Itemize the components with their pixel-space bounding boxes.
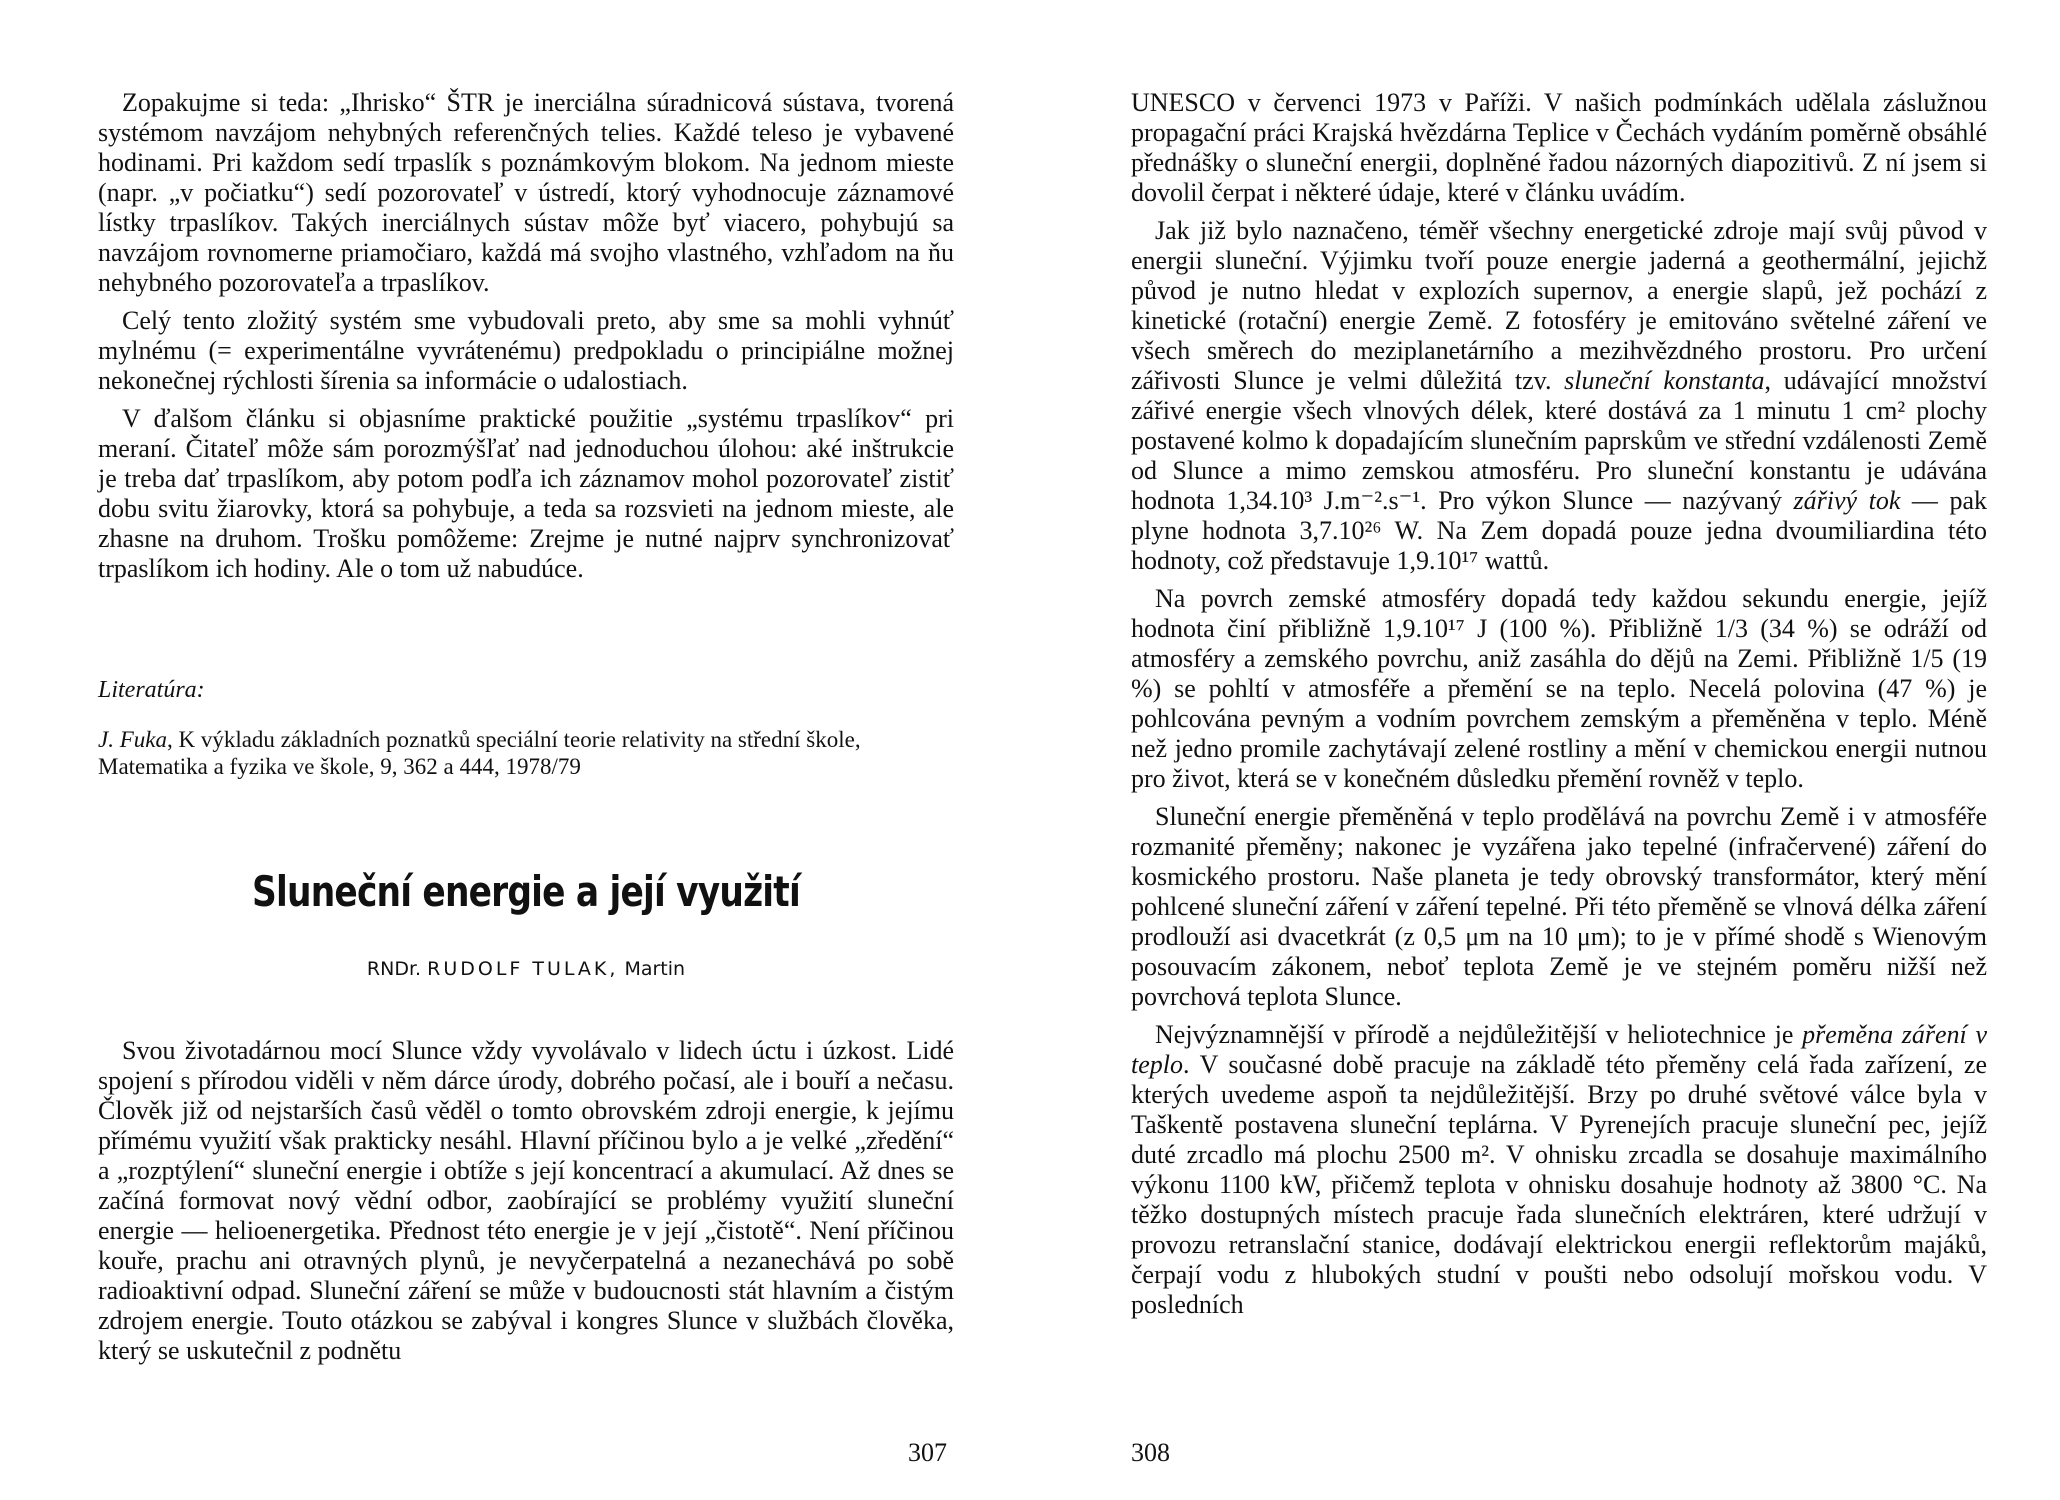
solar-article-body-left — [98, 1036, 954, 1374]
literature-section — [98, 676, 954, 788]
emphasis: sluneční konstanta — [1564, 366, 1765, 395]
paragraph: Celý tento zložitý systém sme vybudovali preto, aby sme sa mohli vyhnúť mylnému (= experimentálne vyvrátenému) predpokladu o principiálne možnej nekonečnej rýchlosti šírenia sa informácie o udalostiach. — [98, 306, 954, 395]
literature-author: J. Fuka — [98, 727, 167, 752]
paragraph: Sluneční energie přeměněná v teplo prodělává na povrchu Země i v atmosféře rozmanité přeměny; nakonec je vyzářena jako tepelné (infračervené) záření do kosmického prostoru. Naše planeta je tedy obrovský transformátor, který mění pohlcené sluneční záření v záření tepelné. Při této přeměně se vlnová délka záření prodlouží asi dvacetkrát (z 0,5 μm na 10 μm); to je v přímé shodě s Wienovým posouvacím zákonem, neboť teplota Země je ve stejném poměru nižší než povrchová teplota Slunce. — [1131, 802, 1987, 1011]
emphasis: přeměna záření v teplo — [1131, 1020, 1988, 1079]
literature-citation: , K výkladu základních poznatků speciální teorie relativity na střední škole, Matematika a fyzika ve škole, 9, 362 a 444, 1978/79 — [98, 727, 861, 779]
relativity-article-ending — [98, 88, 954, 592]
emphasis: zářivý tok — [1793, 486, 1901, 515]
page-number-right: 308 — [1131, 1438, 1170, 1467]
paragraph: Zopakujme si teda: „Ihrisko“ ŠTR je inerciálna súradnicová sústava, tvorená systémom navzájom nehybných referenčných telies. Každé teleso je vybavené hodinami. Pri každom sedí trpaslík s poznámkovým blokom. Na jednom mieste (napr. „v počiatku“) sedí pozorovateľ v ústredí, ktorý vyhodnocuje záznamové lístky trpaslíkov. Takých inerciálnych sústav môže byť viacero, pohybujú sa navzájom rovnomerne priamočiaro, každá má svojho vlastného, vzhľadom na ňu nehybného pozorovateľa a trpaslíkov. — [98, 88, 954, 297]
byline-author: RUDOLF TULAK, — [427, 958, 619, 980]
paragraph: Jak již bylo naznačeno, téměř všechny energetické zdroje mají svůj původ v energii sluneční. Výjimku tvoří pouze energie jaderná a geothermální, jejichž původ je nutno hledat v explozích supernov, a energie slapů, jež pochází z kinetické (rotační) energie Země. Z fotosféry je emitováno světelné záření ve všech směrech do meziplanetárního a mezihvězdného prostoru. Pro určení zářivosti Slunce je velmi důležitá tzv. sluneční konstanta, udávající množství zářivé energie všech vlnových délek, které dostává za 1 minutu 1 cm² plochy postavené kolmo k dopadajícím slunečním paprskům ve střední vzdálenosti Země od Slunce a mimo zemskou atmosféru. Pro sluneční konstantu je udávána hodnota 1,34.10³ J.m⁻².s⁻¹. Pro výkon Slunce — nazývaný zářivý tok — pak plyne hodnota 3,7.10²⁶ W. Na Zem dopadá pouze jedna dvoumiliardina této hodnoty, což představuje 1,9.10¹⁷ wattů. — [1131, 216, 1988, 575]
article-title: Sluneční energie a její využití — [252, 867, 800, 916]
byline-prefix: RNDr. — [366, 958, 422, 980]
page-number-left: 307 — [908, 1438, 947, 1467]
byline-place: Martin — [624, 958, 686, 980]
right-page — [1030, 0, 2060, 1500]
paragraph: V ďalšom článku si objasníme praktické použitie „systému trpaslíkov“ pri meraní. Čitateľ môže sám porozmýšľať nad jednoduchou úlohou: aké inštrukcie je treba dať trpaslíkom, aby potom podľa ich záznamov mohol pozorovateľ zistiť dobu svitu žiarovky, ktorá sa pohybuje, a teda sa rozsvieti na jednom mieste, ale zhasne na druhom. Trošku pomôžeme: Zrejme je nutné najprv synchronizovať trpaslíkom ich hodiny. Ale o tom už nabudúce. — [98, 404, 954, 583]
literature-reference — [98, 726, 954, 780]
paragraph: Nejvýznamnější v přírodě a nejdůležitější v heliotechnice je přeměna záření v teplo. V současné době pracuje na základě této přeměny celá řada zařízení, ze kterých uvedeme aspoň ta nejdůležitější. Brzy po druhé světové válce byla v Taškentě postavena sluneční teplárna. V Pyrenejích pracuje sluneční pec, jejíž duté zrcadlo má plochu 2500 m². V ohnisku zrcadla se dosahuje maximálního výkonu 1100 kW, přičemž teplota v ohnisku dosahuje hodnoty až 3800 °C. Na těžko dostupných místech pracuje řada slunečních elektráren, které udržují v provozu retranslační stanice, dodávají elektrickou energii reflektorům majáků, čerpají vodu z hlubokých studní v poušti nebo odsolují mořskou vodu. V posledních — [1131, 1020, 1988, 1319]
paragraph: UNESCO v červenci 1973 v Paříži. V našich podmínkách udělala záslužnou propagační práci Krajská hvězdárna Teplice v Čechách vydáním poměrně obsáhlé přednášky o sluneční energii, doplněné řadou názorných diapozitivů. Z ní jsem si dovolil čerpat i některé údaje, které v článku uvádím. — [1131, 88, 1987, 207]
literature-label: Literatúra: — [98, 677, 205, 703]
paragraph: Na povrch zemské atmosféry dopadá tedy každou sekundu energie, jejíž hodnota činí přibližně 1,9.10¹⁷ J (100 %). Přibližně 1/3 (34 %) se odráží od atmosféry a zemského povrchu, aniž zasáhla do dějů na Zemi. Přibližně 1/5 (19 %) se pohltí v atmosféře a přemění se na teplo. Necelá polovina (47 %) je pohlcována pevným a vodním povrchem zemským a přeměněna v teplo. Méně než jedno promile zachytávají zelené rostliny a mění v chemickou energii nutnou pro život, která se v konečném důsledku přemění rovněž v teplo. — [1131, 584, 1987, 793]
article-byline — [98, 958, 954, 980]
paragraph: Svou životadárnou mocí Slunce vždy vyvolávalo v lidech úctu i úzkost. Lidé spojení s přírodou viděli v něm dárce úrody, dobrého počasí, ale i bouří a nečasu. Člověk již od nejstarších časů věděl o tomto obrovském zdroji energie, k jejímu přímému využití však prakticky nesáhl. Hlavní příčinou bylo a je velké „zředění“ a „rozptýlení“ sluneční energie i obtíže s její koncentrací a akumulací. Až dnes se začíná formovat nový vědní odbor, zaobírající se problémy využití sluneční energie — helioenergetika. Přednost této energie je v její „čistotě“. Není příčinou kouře, prachu ani otravných plynů, je nevyčerpatelná a nezanechává po sobě radioaktivní odpad. Sluneční záření se může v budoucnosti stát hlavním a čistým zdrojem energie. Touto otázkou se zabýval i kongres Slunce v službách člověka, který se uskutečnil z podnětu — [98, 1036, 954, 1365]
solar-article-body-right — [1131, 88, 1987, 1328]
